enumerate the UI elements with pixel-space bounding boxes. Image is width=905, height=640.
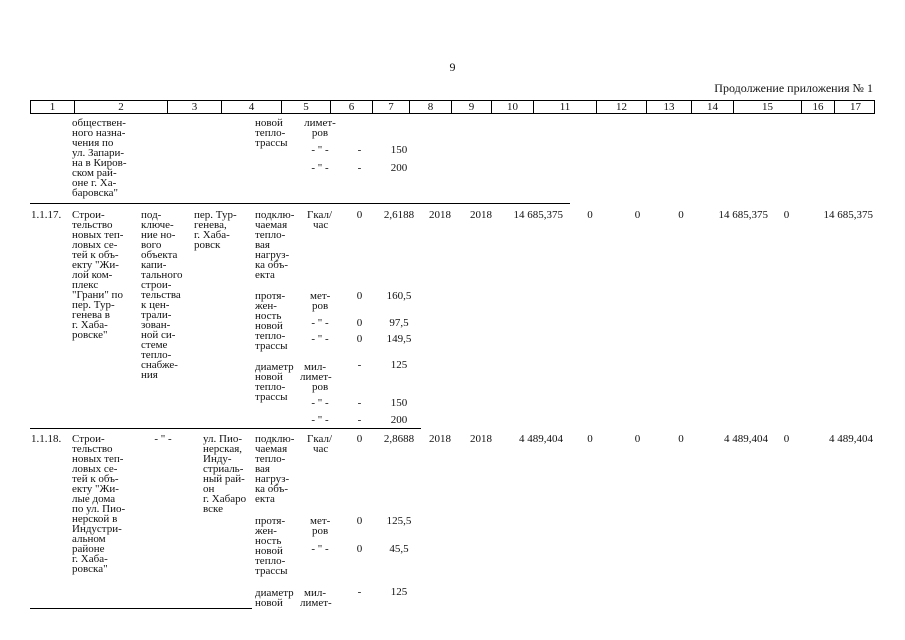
column-header-17: 17 [834,101,876,113]
work-type-line: ние но- [141,229,176,241]
value-col16: 0 [783,209,790,221]
value-col7: 0 [356,433,363,445]
indicator-line: протя- [255,515,286,527]
object-name-line: ловых се- [72,463,118,475]
cost-total: 14 685,375 [513,209,563,221]
location-line: генева, [194,219,227,231]
value-col7: 0 [356,333,363,345]
cont-indicator-line: новой [255,117,283,129]
cont-value-8: 200 [390,162,408,174]
work-type-line: к цен- [141,299,170,311]
location-line: г. Хаба- [194,229,230,241]
unit-line: лимет- [300,597,332,609]
page-number: 9 [449,60,456,74]
location-line: г. Хабаро [203,493,247,505]
indicator-line: вая [255,463,270,475]
object-name-line: лые дома [72,493,116,505]
row-separator [30,203,570,204]
work-type-line: тального [141,269,183,281]
work-type-line: тепло- [141,349,172,361]
column-header-4: 4 [221,101,281,113]
cont-object-line: оне г. Ха- [72,177,117,189]
row-separator [30,608,252,609]
indicator-line: нагруз- [255,473,290,485]
unit-line: Гкал/ [307,209,333,221]
work-type-line: объекта [141,249,178,261]
unit-line: мил- [304,361,326,373]
work-type-line: капи- [141,259,167,271]
value-col8: 200 [390,414,408,426]
location-line: ул. Пио- [203,433,242,445]
object-name-line: г. Хаба- [72,553,108,565]
column-header-15: 15 [733,101,801,113]
object-name-line: Строи- [72,209,105,221]
cont-value-7: - [357,144,362,156]
cont-unit: - " - [311,144,329,156]
indicator-line: екта [255,269,275,281]
appendix-caption: Продолжение приложения № 1 [714,81,873,95]
location-line: он [203,483,215,495]
location-line: стриаль- [203,463,244,475]
object-name-line: нерской в [72,513,118,525]
column-header-2: 2 [74,101,167,113]
value-col14: 0 [678,209,684,221]
object-name-line: екту "Жи- [72,259,119,271]
column-header-row [30,100,875,114]
unit-line: ров [312,300,329,312]
unit-line: ров [312,381,329,393]
object-name-line: тельство [72,443,113,455]
object-name-line: тей к объ- [72,473,119,485]
work-type-line: - " - [154,433,172,445]
unit-line: час [313,443,329,455]
value-col8: 125 [390,359,408,371]
column-header-8: 8 [409,101,451,113]
indicator-line: ность [255,310,282,322]
unit-line: - " - [311,414,329,426]
value-col7: 0 [356,209,363,221]
indicator-line: ка объ- [255,259,288,271]
cont-value-7: - [357,162,362,174]
column-header-6: 6 [330,101,372,113]
start-year: 2018 [429,433,451,445]
object-name-line: новых теп- [72,453,124,465]
indicator-line: нагруз- [255,249,290,261]
column-header-9: 9 [451,101,491,113]
value-col15: 14 685,375 [718,209,768,221]
cont-unit: - " - [311,162,329,174]
value-col7: 0 [356,317,363,329]
cont-indicator-line: тепло- [255,127,286,139]
work-type-line: стеме [141,339,168,351]
object-name-line: новых теп- [72,229,124,241]
work-type-line: вого [141,239,162,251]
unit-line: мет- [310,290,331,302]
object-name-line: генева в [72,309,110,321]
start-year: 2018 [429,209,451,221]
cont-object-line: ул. Запари- [72,147,125,159]
row-number: 1.1.18. [31,433,62,445]
indicator-line: ность [255,535,282,547]
object-name-line: ровске" [72,329,108,341]
value-col7: 0 [356,543,363,555]
location-line: Инду- [203,453,232,465]
cont-object-line: обществен- [72,117,126,129]
indicator-line: подклю- [255,209,295,221]
object-name-line: Строи- [72,433,105,445]
column-header-1: 1 [49,101,56,113]
value-col12: 0 [587,209,593,221]
indicator-line: новой [255,371,283,383]
value-col8: 149,5 [386,333,412,345]
column-header-10: 10 [491,101,533,113]
object-name-line: екту "Жи- [72,483,119,495]
value-col8: 2,6188 [383,209,415,221]
work-type-line: ния [141,369,158,381]
column-header-13: 13 [646,101,691,113]
work-type-line: ной си- [141,329,176,341]
indicator-line: новой [255,597,283,609]
value-col7: - [357,359,362,371]
cont-object-line: баровска" [72,187,119,199]
object-name-line: ловых се- [72,239,118,251]
object-name-line: альном [72,533,106,545]
row-separator [30,428,421,429]
work-type-line: ключе- [141,219,174,231]
indicator-line: подклю- [255,433,295,445]
row-number: 1.1.17. [31,209,62,221]
cont-object-line: ском рай- [72,167,117,179]
location-line: нерская, [203,443,243,455]
object-name-line: лой ком- [72,269,113,281]
location-line: ный рай- [203,473,245,485]
object-name-line: районе [72,543,105,555]
unit-line: мет- [310,515,331,527]
column-header-14: 14 [691,101,733,113]
work-type-line: зован- [141,319,171,331]
cont-unit-line: лимет- [304,117,336,129]
column-header-12: 12 [596,101,646,113]
indicator-line: трассы [255,565,288,577]
unit-line: - " - [311,333,329,345]
value-col8: 150 [390,397,408,409]
column-header-7: 7 [372,101,409,113]
object-name-line: пер. Тур- [72,299,115,311]
indicator-line: тепло- [255,330,286,342]
value-col15: 4 489,404 [724,433,768,445]
column-header-11: 11 [533,101,596,113]
cont-object-line: ного назна- [72,127,126,139]
object-name-line: тельство [72,219,113,231]
object-name-line: г. Хаба- [72,319,108,331]
object-name-line: "Грани" по [72,289,123,301]
unit-line: - " - [311,543,329,555]
indicator-line: тепло- [255,453,286,465]
indicator-line: ка объ- [255,483,288,495]
indicator-line: вая [255,239,270,251]
indicator-line: трассы [255,391,288,403]
value-col8: 160,5 [386,290,412,302]
value-col14: 0 [678,433,684,445]
unit-line: час [313,219,329,231]
indicator-line: чаемая [255,443,288,455]
indicator-line: чаемая [255,219,288,231]
indicator-line: жен- [255,300,277,312]
column-header-3: 3 [167,101,221,113]
indicator-line: протя- [255,290,286,302]
work-type-line: трали- [141,309,172,321]
indicator-line: новой [255,320,283,332]
unit-line: ров [312,525,329,537]
work-type-line: тельства [141,289,181,301]
value-col7: - [357,397,362,409]
value-col7: - [357,586,362,598]
value-col17: 4 489,404 [829,433,873,445]
work-type-line: строи- [141,279,172,291]
object-name-line: ровска" [72,563,108,575]
value-col16: 0 [783,433,790,445]
column-header-16: 16 [801,101,834,113]
value-col8: 97,5 [389,317,409,329]
value-col12: 0 [587,433,593,445]
value-col17: 14 685,375 [823,209,873,221]
value-col7: 0 [356,515,363,527]
indicator-line: тепло- [255,555,286,567]
cont-object-line: чения по [72,137,114,149]
object-name-line: тей к объ- [72,249,119,261]
indicator-line: екта [255,493,275,505]
cont-unit-line: ров [311,127,329,139]
unit-line: - " - [311,317,329,329]
value-col8: 125,5 [386,515,412,527]
location-line: вске [203,503,223,515]
object-name-line: Индустри- [72,523,122,535]
indicator-line: тепло- [255,381,286,393]
cont-indicator-line: трассы [255,137,288,149]
value-col8: 45,5 [389,543,409,555]
value-col13: 0 [634,433,641,445]
end-year: 2018 [470,209,492,221]
indicator-line: трассы [255,340,288,352]
unit-line: лимет- [300,371,332,383]
work-type-line: под- [141,209,162,221]
indicator-line: жен- [255,525,277,537]
column-header-5: 5 [281,101,330,113]
object-name-line: плекс [72,279,99,291]
indicator-line: диаметр [255,361,294,373]
work-type-line: снабже- [141,359,178,371]
cost-total: 4 489,404 [519,433,563,445]
value-col13: 0 [634,209,641,221]
location-line: пер. Тур- [194,209,237,221]
unit-line: Гкал/ [307,433,333,445]
unit-line: - " - [311,397,329,409]
location-line: ровск [194,239,221,251]
cont-object-line: на в Киров- [72,157,127,169]
indicator-line: тепло- [255,229,286,241]
value-col7: 0 [356,290,363,302]
indicator-line: новой [255,545,283,557]
value-col8: 125 [390,586,408,598]
cont-value-8: 150 [390,144,408,156]
value-col8: 2,8688 [383,433,415,445]
indicator-line: диаметр [255,587,294,599]
object-name-line: по ул. Пио- [72,503,126,515]
unit-line: мил- [304,587,326,599]
end-year: 2018 [470,433,492,445]
value-col7: - [357,414,362,426]
